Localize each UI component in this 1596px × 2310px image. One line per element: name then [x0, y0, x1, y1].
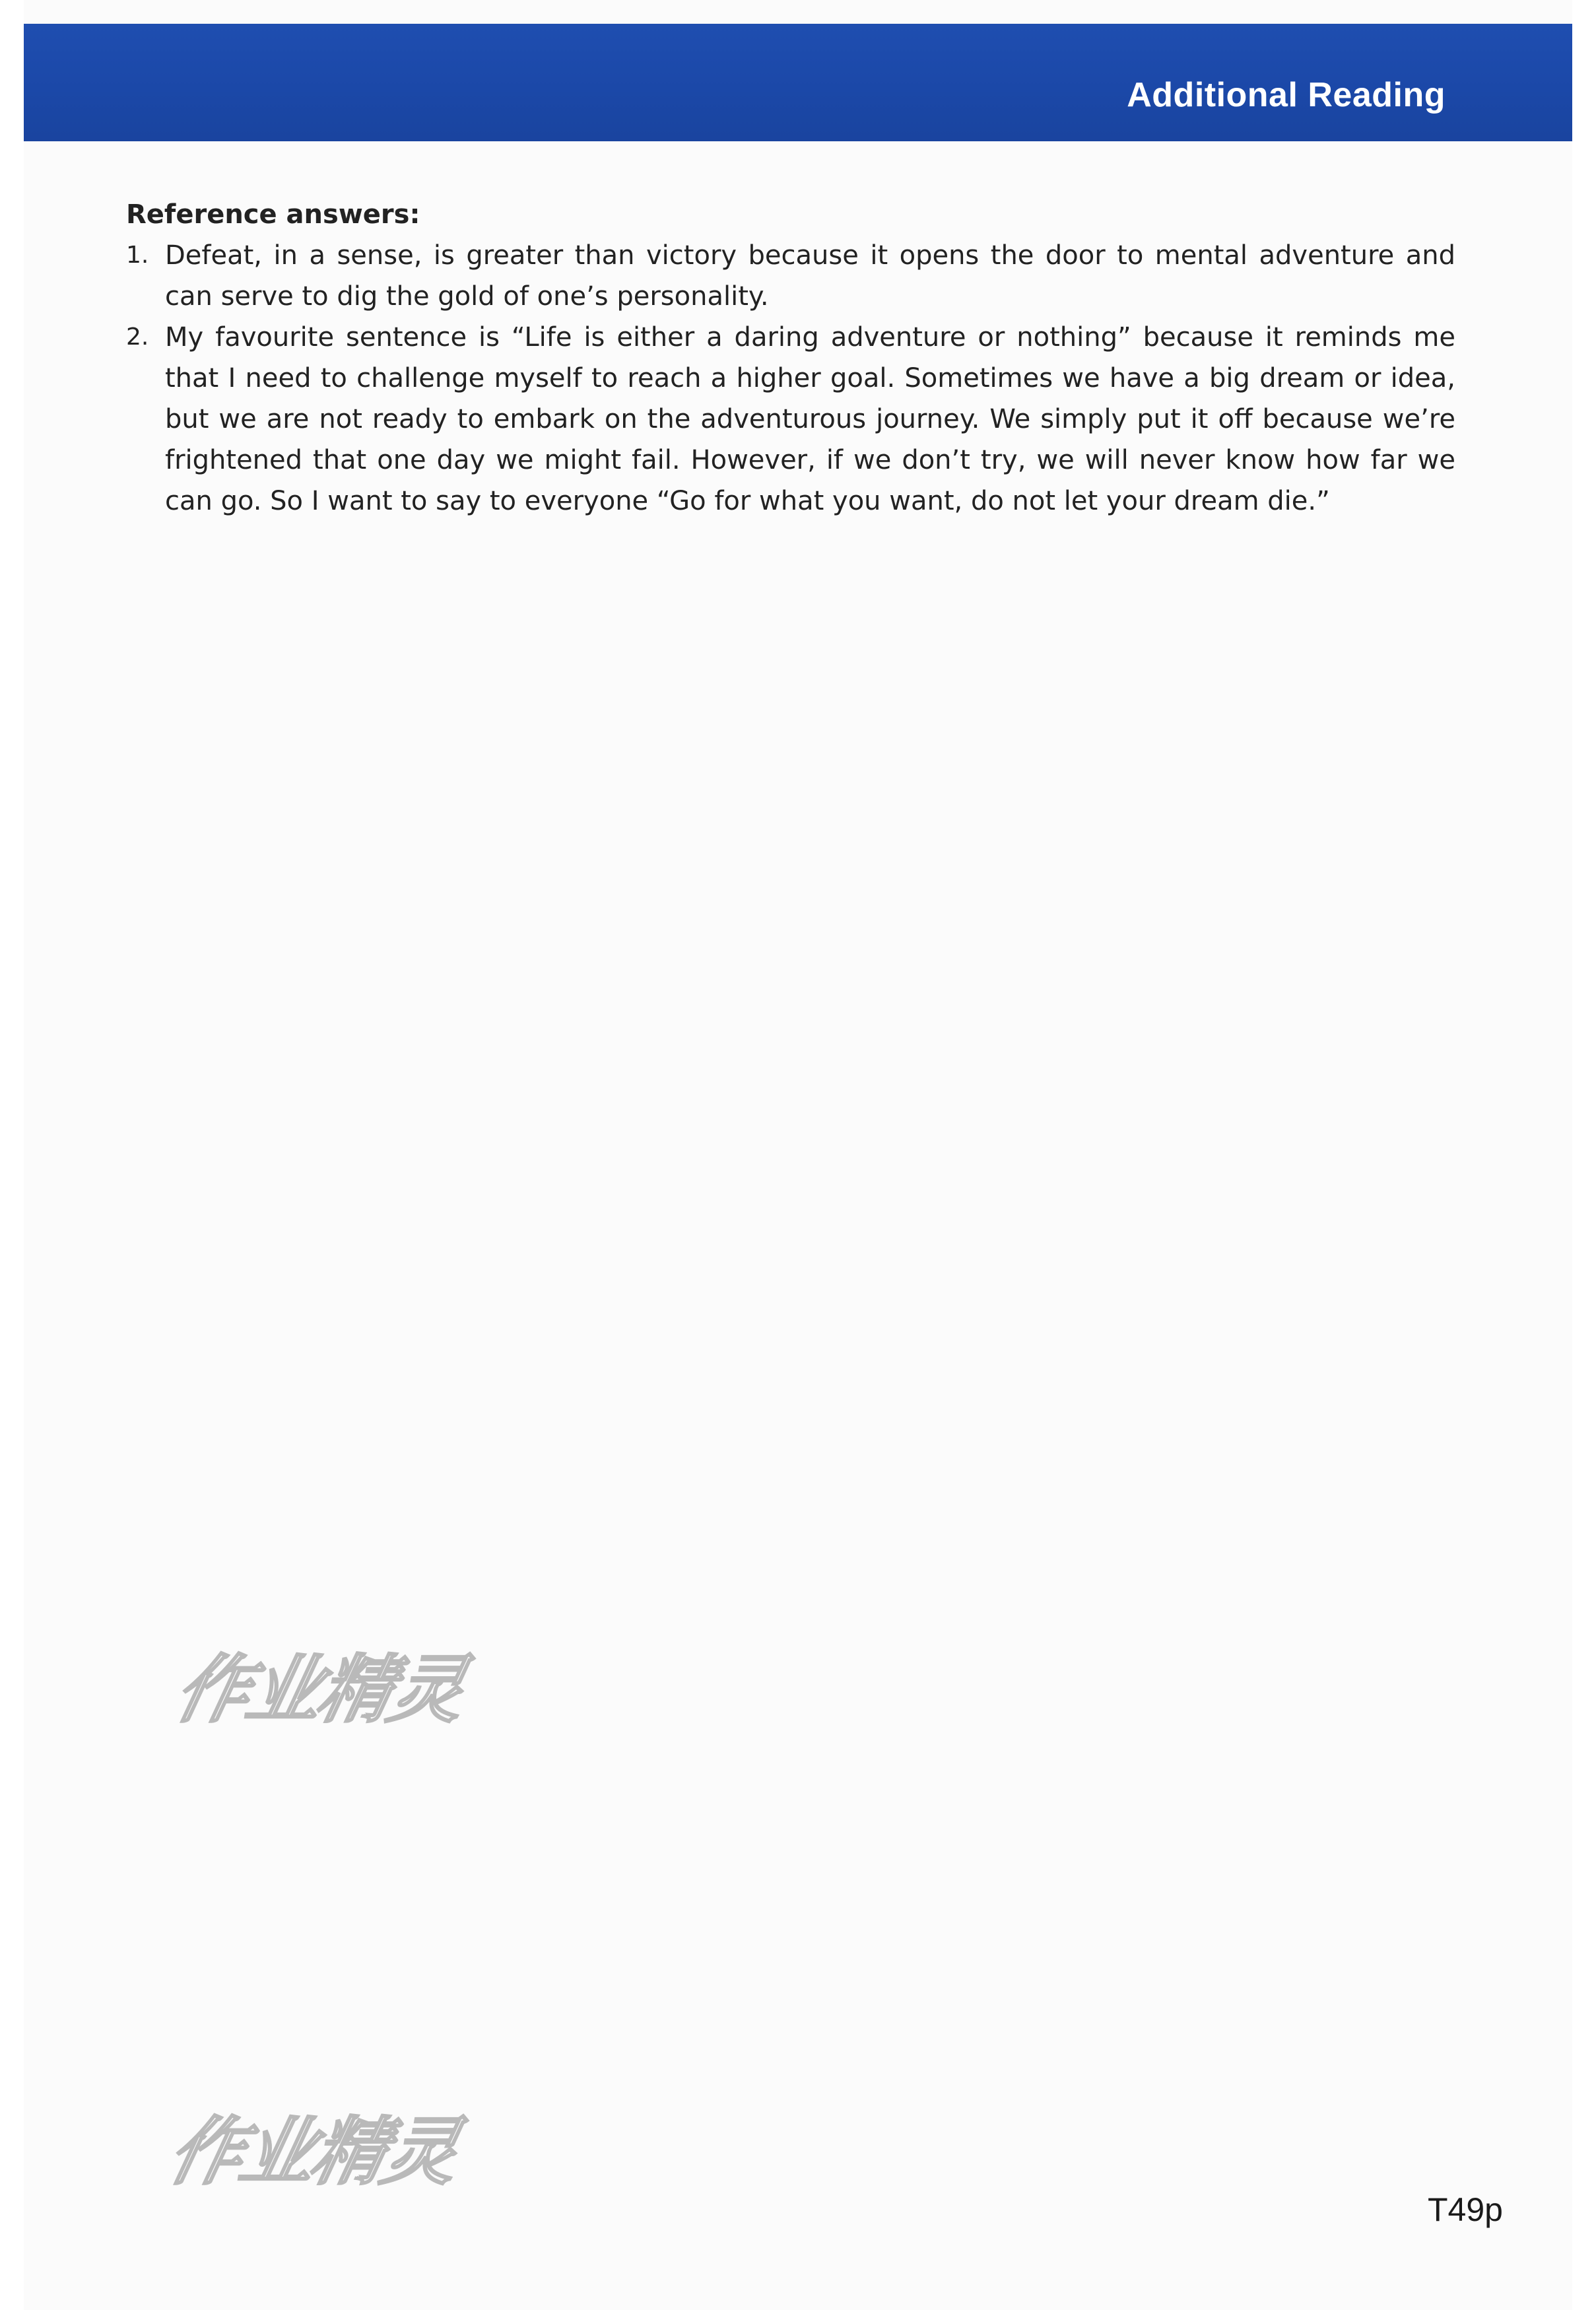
- section-title: Additional Reading: [1127, 76, 1446, 114]
- watermark: 作业精灵: [168, 1647, 471, 1733]
- watermark: 作业精灵: [161, 2109, 465, 2195]
- answer-text: Defeat, in a sense, is greater than victory because it opens the door to mental adventure and can serve to dig the gold of one’s personality.: [165, 240, 1455, 312]
- reference-answers-heading: Reference answers:: [126, 199, 420, 230]
- page-number: T49p: [1428, 2191, 1503, 2228]
- answer-number: 2.: [126, 323, 149, 351]
- answer-item-1: [126, 235, 1455, 317]
- answer-text: My favourite sentence is “Life is either a daring adventure or nothing” because it reminds me that I need to challenge myself to reach a higher goal. Sometimes we have a big dream or idea, but we are not ready to embark on the adventurous journey. We simply put it off because we’re frightened that one day we might fail. However, if we don’t try, we will never know how far we can go. So I want to say to everyone “Go for what you want, do not let your dream die.”: [165, 322, 1455, 516]
- reference-answers-section: [126, 194, 1455, 522]
- answer-number: 1.: [126, 242, 149, 269]
- answer-list: [126, 235, 1455, 522]
- answer-item-2: [126, 317, 1455, 522]
